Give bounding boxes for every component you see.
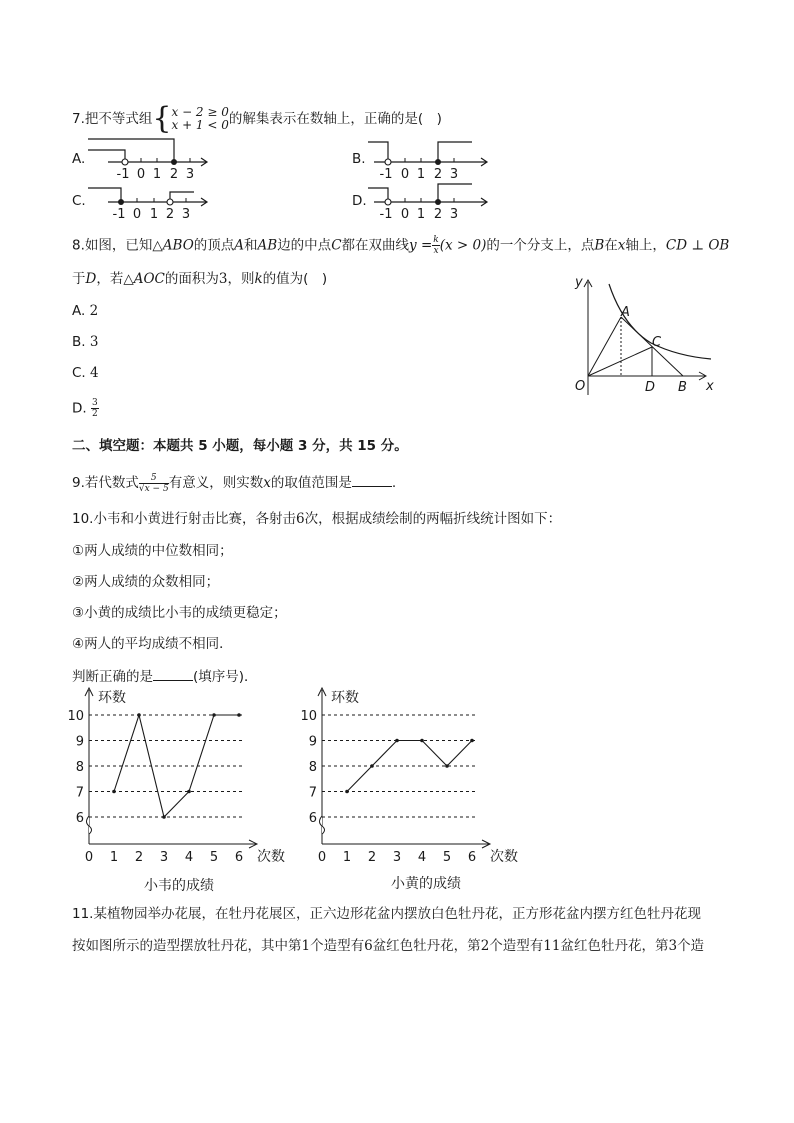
q8-option-label: B. (72, 334, 86, 350)
q8-y-equals: y = (409, 237, 433, 254)
tick-label: 2 (165, 207, 175, 222)
q11-number: 2 (480, 938, 490, 954)
y-tick-label: 8 (75, 760, 84, 775)
q8-segment-ab: AB (257, 237, 278, 254)
q7-ineq-1: x − 2 ≥ 0 (171, 105, 229, 119)
data-point (187, 790, 191, 794)
tick-label: 1 (416, 207, 426, 222)
y-tick-label: 8 (308, 760, 317, 775)
tick-label: 0 (132, 207, 142, 222)
data-point (370, 764, 374, 768)
q8-text: 边的中点 (277, 237, 332, 254)
q7-text-pre: 把不等式组 (84, 111, 153, 127)
data-point (162, 815, 166, 819)
q8-option-label: C. (72, 365, 86, 381)
chart-axes (318, 688, 490, 848)
tick-label: 3 (181, 207, 191, 222)
q8-option-label: A. (72, 303, 86, 319)
x-tick-label: 5 (209, 850, 219, 865)
x-tick-label: 1 (342, 850, 352, 865)
fig-label-y: y (575, 275, 583, 290)
tick-label: 2 (433, 207, 443, 222)
q11-number: 3 (668, 938, 678, 954)
x-tick-label: 0 (84, 850, 94, 865)
q9-answer-blank[interactable] (352, 472, 392, 487)
q8-text: 的一个分支上，点 (486, 237, 595, 254)
q8-text: 轴上， (625, 237, 666, 254)
q8-point-d: D (85, 271, 97, 287)
q8-text: ，则 (227, 271, 255, 287)
fig-label-d: D (645, 380, 656, 395)
q11-text: 按如图所示的造型摆放牡丹花，其中第 (72, 938, 302, 954)
q7-option-b-label: B. (352, 151, 366, 167)
section-2-heading: 二、填空题：本题共 5 小题，每小题 3 分，共 15 分。 (72, 438, 408, 454)
q8-text: ，若 (96, 271, 124, 287)
q10-text: 10.小韦和小黄进行射击比赛，各射击 (72, 511, 296, 527)
q8-triangle-aoc: △AOC (123, 271, 165, 287)
q7-option-d-number-line[interactable] (368, 178, 492, 222)
q8-triangle-abo: △ABO (152, 237, 194, 254)
q9-text: 有意义，则实数 (168, 475, 264, 491)
q8-option-d-fraction (91, 398, 99, 419)
chart-ylabel: 环数 (331, 690, 359, 706)
q8-area-value: 3 (218, 271, 228, 287)
tick-label: 0 (400, 167, 410, 182)
y-tick-label: 10 (67, 709, 84, 724)
x-tick-label: 3 (392, 850, 402, 865)
q11-number: 6 (364, 938, 373, 954)
y-tick-label: 9 (308, 734, 317, 750)
q9-text: 若代数式 (84, 475, 139, 491)
chart-ylabel: 环数 (98, 690, 126, 706)
q10-statement-2: ②两人成绩的众数相同； (72, 574, 220, 590)
y-tick-label: 7 (308, 785, 317, 801)
chart-axes (85, 688, 257, 848)
q7-option-c-label: C. (72, 193, 86, 209)
x-tick-label: 1 (109, 850, 119, 865)
q8-k-var: k (254, 271, 263, 287)
data-point (212, 713, 216, 717)
q10-count: 6 (295, 511, 305, 527)
q8-stem-line-1 (72, 235, 729, 256)
q8-option-value: 4 (90, 365, 99, 381)
q7-option-a-number-line[interactable] (88, 136, 212, 182)
data-point (445, 764, 449, 768)
q10-intro (72, 510, 561, 528)
q8-stem-line-2 (72, 270, 327, 288)
q8-frac-num: k (433, 235, 439, 245)
data-point (137, 713, 141, 717)
tick-label: 2 (433, 167, 443, 182)
q8-frac-num: 3 (91, 398, 98, 408)
y-tick-label: 6 (308, 811, 317, 826)
q7-number: 7. (72, 111, 85, 127)
q10-statement-3: ③小黄的成绩比小韦的成绩更稳定； (72, 605, 287, 621)
tick-label: -1 (112, 207, 126, 222)
y-tick-label: 6 (75, 811, 84, 826)
chart-title: 小黄的成绩 (391, 876, 461, 892)
x-tick-label: 6 (234, 850, 244, 865)
x-tick-label: 4 (184, 850, 194, 865)
q11-line-2 (72, 937, 704, 955)
q8-option-d[interactable] (72, 398, 99, 419)
q8-perp: CD ⊥ OB (665, 237, 730, 254)
chart-xiaohuang-scores (300, 684, 535, 896)
fig-label-c: C (652, 335, 662, 350)
fig-label-b: B (678, 380, 687, 395)
q11-text: 个造型有 (489, 938, 544, 954)
y-tick-label: 10 (300, 709, 317, 724)
q7-system (171, 106, 228, 132)
x-tick-label: 3 (159, 850, 169, 865)
q8-x-axis-var: x (617, 237, 626, 254)
q7-ineq-2: x + 1 < 0 (171, 118, 229, 132)
q8-condition: (x > 0) (439, 237, 487, 254)
q10-text: 次，根据成绩绘制的两幅折线统计图如下： (304, 511, 562, 527)
data-point (112, 790, 116, 794)
chart-title: 小韦的成绩 (144, 878, 214, 894)
q11-text: 盆红色牡丹花，第 (560, 938, 669, 954)
tick-label: 0 (400, 207, 410, 222)
q7-option-c-number-line[interactable] (88, 178, 212, 222)
q9-text: 的取值范围是 (270, 475, 352, 491)
q7-option-a-label: A. (72, 151, 86, 167)
q8-text: 的面积为 (164, 271, 219, 287)
q11-number: 1 (301, 938, 311, 954)
x-tick-label: 0 (317, 850, 327, 865)
tick-label: -1 (379, 167, 393, 182)
q11-line-1: 11.某植物园举办花展，在牡丹花展区，正六边形花盆内摆放白色牡丹花，正方形花盆内摆方红色牡丹花现 (72, 906, 701, 922)
tick-label: 1 (416, 167, 426, 182)
q8-frac-den: 2 (91, 409, 98, 419)
tick-label: 3 (449, 167, 459, 182)
fig-label-x: x (706, 379, 714, 394)
data-point (345, 790, 349, 794)
q8-option-c[interactable] (72, 364, 99, 382)
q8-number: 8. (72, 237, 85, 254)
q8-frac-den: x (433, 246, 439, 256)
q8-text: 都在双曲线 (341, 237, 410, 254)
q9-stem (72, 472, 396, 494)
q8-option-b[interactable] (72, 333, 98, 351)
y-tick-label: 9 (75, 734, 84, 750)
fig-label-o: O (575, 379, 586, 394)
tick-label: 2 (169, 167, 179, 182)
q8-text: 于 (72, 271, 86, 287)
x-tick-label: 2 (134, 850, 144, 865)
fig-label-a: A (621, 305, 630, 320)
x-tick-label: 4 (417, 850, 427, 865)
data-point (237, 713, 241, 717)
q11-text: 盆红色牡丹花，第 (372, 938, 481, 954)
q8-point-a: A (234, 237, 245, 254)
chart-xlabel: 次数 (257, 849, 285, 865)
q7-stem (72, 101, 442, 136)
tick-label: 1 (152, 167, 162, 182)
q7-brace: { (152, 101, 172, 136)
q8-option-value: 2 (89, 303, 99, 319)
data-point (395, 739, 399, 743)
q9-frac-den: √x − 5 (138, 483, 169, 494)
q11-text: 个造型有 (310, 938, 365, 954)
data-point (420, 739, 424, 743)
q10-judge (72, 666, 258, 686)
q8-text: 和 (244, 237, 258, 254)
q8-text: 在 (604, 237, 618, 254)
q9-text: . (391, 475, 397, 491)
q8-option-a[interactable] (72, 302, 98, 320)
tick-label: 1 (149, 207, 159, 222)
q9-x-var: x (263, 475, 271, 491)
q8-text: 如图，已知 (84, 237, 153, 254)
q10-answer-blank[interactable] (153, 666, 193, 681)
x-tick-label: 2 (367, 850, 377, 865)
y-tick-label: 7 (75, 785, 84, 801)
tick-label: 3 (185, 167, 195, 182)
x-tick-label: 6 (467, 850, 477, 865)
data-point (470, 739, 474, 743)
q7-option-b-number-line[interactable] (368, 136, 492, 182)
q10-text: 判断正确的是 (72, 669, 153, 685)
q9-frac-num: 5 (139, 473, 169, 484)
q8-text: 的值为( ) (262, 271, 328, 287)
q10-statement-4: ④两人的平均成绩不相同． (72, 636, 233, 652)
tick-label: -1 (116, 167, 130, 182)
q11-number: 11 (543, 938, 561, 954)
q8-option-value: 3 (89, 334, 99, 350)
q8-text: 的顶点 (193, 237, 235, 254)
q9-number: 9. (72, 475, 85, 491)
q10-statement-1: ①两人成绩的中位数相同； (72, 543, 233, 559)
chart-xiaowei-scores (67, 684, 302, 896)
q7-option-d-label: D. (352, 193, 367, 209)
x-tick-label: 5 (442, 850, 452, 865)
tick-label: 3 (449, 207, 459, 222)
tick-label: 0 (136, 167, 146, 182)
q10-text: (填序号)． (193, 669, 258, 685)
q8-option-label: D. (72, 400, 87, 417)
q11-text: 个造 (677, 938, 705, 954)
q9-fraction (139, 473, 169, 494)
q8-fraction-k-over-x (432, 235, 439, 256)
q8-point-c: C (331, 237, 342, 254)
q8-hyperbola-figure (565, 270, 725, 406)
tick-label: -1 (379, 207, 393, 222)
q8-point-b: B (594, 237, 605, 254)
chart-xlabel: 次数 (490, 849, 518, 865)
q7-text-post: 的解集表示在数轴上，正确的是( ) (228, 111, 442, 127)
